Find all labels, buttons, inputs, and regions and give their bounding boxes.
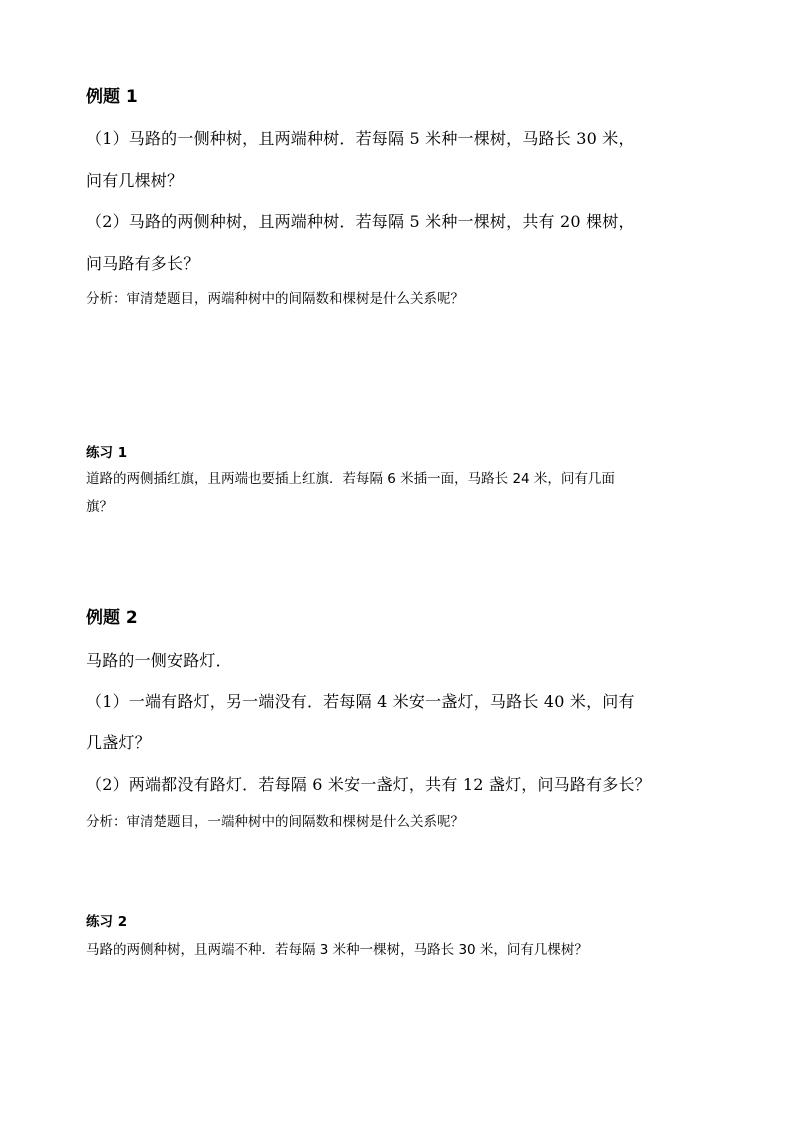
example1-title: 例题 1 <box>86 87 138 107</box>
example1-q2-line1: （2）马路的两侧种树，且两端种树．若每隔 5 米种一棵树，共有 20 棵树， <box>86 212 635 231</box>
exercise1-title: 练习 1 <box>86 445 128 461</box>
example2-title: 例题 2 <box>86 608 138 628</box>
exercise2-title: 练习 2 <box>86 914 128 930</box>
example1-q1-line2: 问有几棵树？ <box>86 171 184 190</box>
example2-q1-line2: 几盏灯？ <box>86 733 151 752</box>
exercise1-line1: 道路的两侧插红旗，且两端也要插上红旗．若每隔 6 米插一面，马路长 24 米，问有几面 <box>86 471 615 487</box>
example1-q1-line1: （1）马路的一侧种树，且两端种树．若每隔 5 米种一棵树，马路长 30 米， <box>86 129 635 148</box>
example2-analysis: 分析：审清楚题目，一端种树中的间隔数和棵树是什么关系呢？ <box>86 814 464 830</box>
exercise2-line1: 马路的两侧种树，且两端不种．若每隔 3 米种一棵树，马路长 30 米，问有几棵树？ <box>86 942 588 958</box>
exercise1-line2: 旗？ <box>86 499 113 515</box>
example2-q2-line1: （2）两端都没有路灯．若每隔 6 米安一盏灯，共有 12 盏灯，问马路有多长？ <box>86 775 651 794</box>
example1-q2-line2: 问马路有多长？ <box>86 254 200 273</box>
example2-q1-line1: （1）一端有路灯，另一端没有．若每隔 4 米安一盏灯，马路长 40 米，问有 <box>86 692 635 711</box>
example2-intro: 马路的一侧安路灯． <box>86 651 232 670</box>
example1-analysis: 分析：审清楚题目，两端种树中的间隔数和棵树是什么关系呢？ <box>86 291 464 307</box>
